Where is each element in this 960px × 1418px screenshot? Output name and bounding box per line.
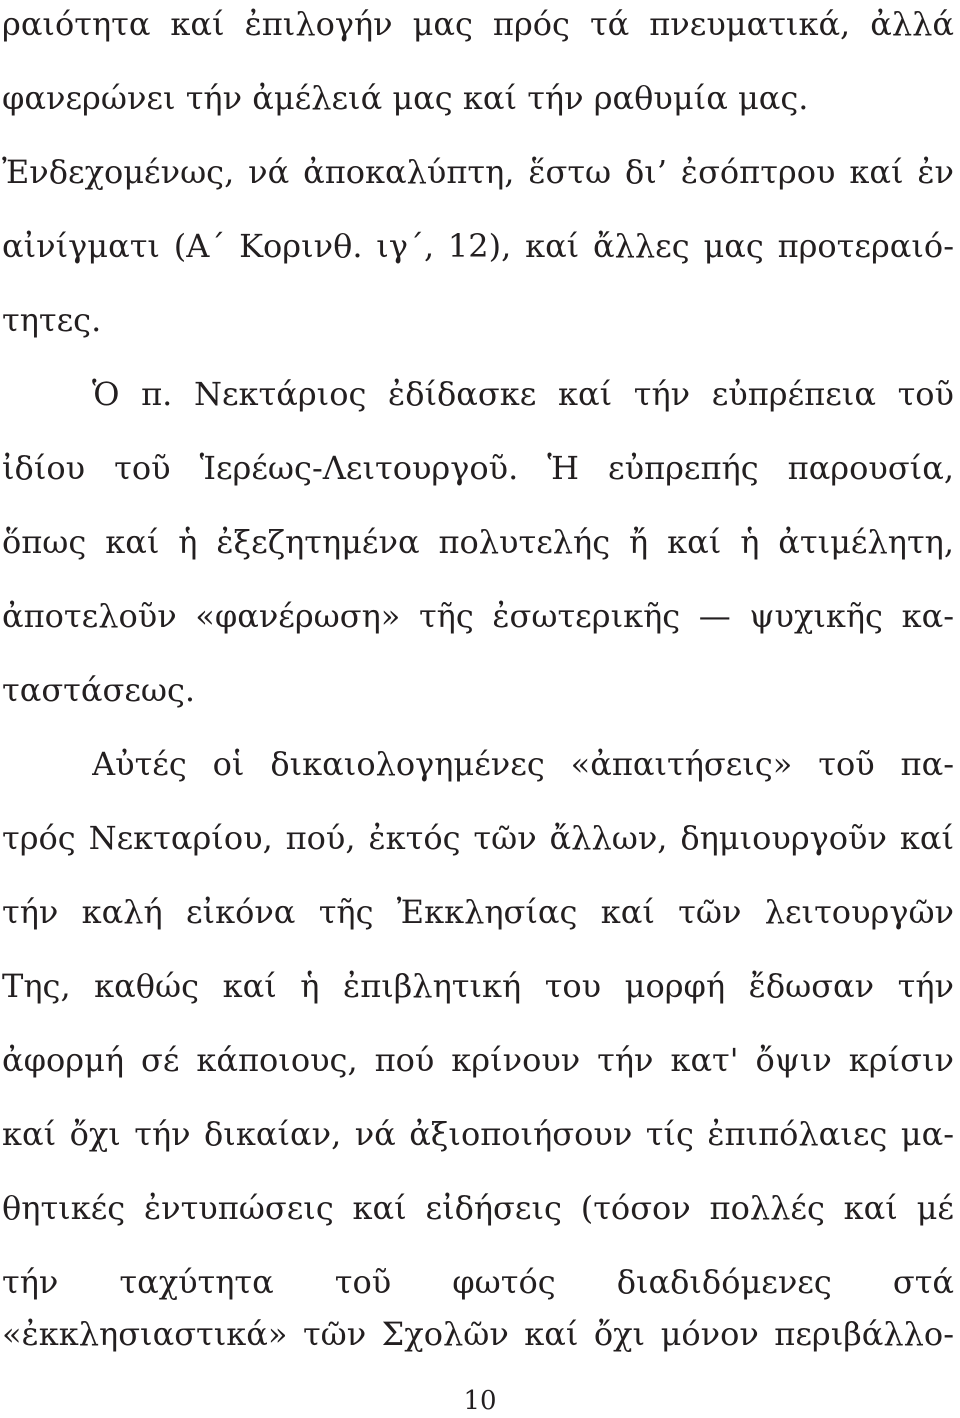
text-line-9: ἀποτελοῦν «φανέρωση» τῆς ἐσωτερικῆς — ψυχικῆς κα- [2,597,954,635]
page-number: 10 [463,1386,497,1416]
text-line-10: ταστάσεως. [2,671,196,709]
text-line-2: φανερώνει τήν ἀμέλειά μας καί τήν ραθυμία μας. [2,79,809,117]
text-line-4: αἰνίγματι (Α΄ Κορινθ. ιγ΄, 12), καί ἄλλες μας προτεραιό- [2,227,954,265]
text-line-1: ραιότητα καί ἐπιλογήν μας πρός τά πνευματικά, ἀλλά [2,5,954,43]
text-line-8: ὅπως καί ἡ ἐξεζητημένα πολυτελής ἤ καί ἡ ἀτιμέλητη, [2,523,954,561]
text-line-6: Ὁ π. Νεκτάριος ἐδίδασκε καί τήν εὐπρέπεια τοῦ [92,375,954,413]
text-line-14: Της, καθώς καί ἡ ἐπιβλητική του μορφή ἔδωσαν τήν [2,967,954,1005]
text-line-7: ἰδίου τοῦ Ἱερέως-Λειτουργοῦ. Ἡ εὐπρεπής παρουσία, [2,449,954,487]
text-line-15: ἀφορμή σέ κάποιους, πού κρίνουν τήν κατ' ὄψιν κρίσιν [2,1041,954,1079]
text-line-11: Αὐτές οἱ δικαιολογημένες «ἀπαιτήσεις» τοῦ πα- [92,745,954,783]
text-line-18: τήν ταχύτητα τοῦ φωτός διαδιδόμενες στά [2,1263,954,1301]
text-line-13: τήν καλή εἰκόνα τῆς Ἐκκλησίας καί τῶν λειτουργῶν [2,893,954,931]
text-line-3: Ἐνδεχομένως, νά ἀποκαλύπτη, ἕστω δι’ ἐσόπτρου καί ἐν [2,153,954,191]
text-line-16: καί ὄχι τήν δικαίαν, νά ἀξιοποιήσουν τίς ἐπιπόλαιες μα- [2,1115,954,1153]
text-line-19: «ἐκκλησιαστικά» τῶν Σχολῶν καί ὄχι μόνον περιβάλλο- [2,1315,954,1353]
text-line-5: τητες. [2,301,102,339]
text-line-17: θητικές ἐντυπώσεις καί εἰδήσεις (τόσον πολλές καί μέ [2,1189,954,1227]
text-line-12: τρός Νεκταρίου, πού, ἐκτός τῶν ἄλλων, δημιουργοῦν καί [2,819,954,857]
